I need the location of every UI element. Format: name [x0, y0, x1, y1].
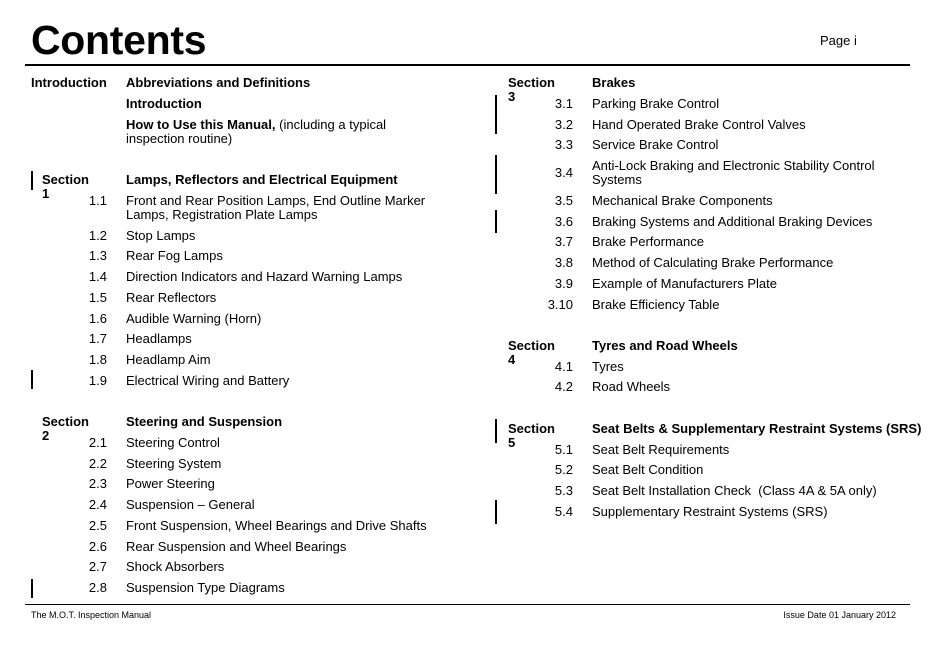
entry-text: Headlamps — [126, 331, 192, 346]
entry-number: 1.2 — [88, 228, 107, 243]
toc-entry-rest: (including a typical inspection routine) — [126, 117, 387, 146]
entry-text: Front and Rear Position Lamps, End Outline Marker Lamps, Registration Plate Lamps — [126, 193, 426, 222]
toc-entry-bold: How to Use this Manual, — [126, 117, 276, 132]
section-label: Section 1 — [42, 172, 89, 201]
change-bar — [31, 370, 33, 389]
entry-number: 1.5 — [88, 290, 107, 305]
change-bar — [495, 210, 497, 233]
entry-number: 1.6 — [88, 311, 107, 326]
section-title: Brakes — [592, 75, 636, 90]
entry-text: Anti-Lock Braking and Electronic Stability Control Systems — [592, 158, 875, 187]
entry-text: Method of Calculating Brake Performance — [592, 255, 834, 270]
entry-number: 1.4 — [88, 269, 107, 284]
entry-number: 5.3 — [554, 483, 573, 498]
section-label: Section 5 — [508, 421, 555, 450]
entry-number: 2.7 — [88, 559, 107, 574]
entry-number: 1.3 — [88, 248, 107, 263]
entry-text: Direction Indicators and Hazard Warning Lamps — [126, 269, 403, 284]
entry-number: 1.9 — [88, 373, 107, 388]
entry-text: Rear Suspension and Wheel Bearings — [126, 539, 347, 554]
entry-number: 3.5 — [554, 193, 573, 208]
entry-text: Braking Systems and Additional Braking Devices — [592, 214, 873, 229]
entry-text: Front Suspension, Wheel Bearings and Drive Shafts — [126, 518, 427, 533]
entry-text: Tyres — [592, 359, 624, 374]
change-bar — [495, 419, 497, 443]
entry-text: Brake Efficiency Table — [592, 297, 720, 312]
section-title: Steering and Suspension — [126, 414, 283, 429]
toc-entry-title — [126, 118, 446, 146]
entry-number: 3.9 — [554, 276, 573, 291]
entry-text: Service Brake Control — [592, 137, 719, 152]
entry-text: Suspension Type Diagrams — [126, 580, 285, 595]
footer-manual-title: The M.O.T. Inspection Manual — [31, 610, 152, 620]
page-title: Contents — [31, 17, 207, 63]
entry-number: 3.6 — [554, 214, 573, 229]
entry-text: Rear Reflectors — [126, 290, 217, 305]
entry-text: Parking Brake Control — [592, 96, 720, 111]
change-bar — [495, 95, 497, 134]
section-title: Lamps, Reflectors and Electrical Equipment — [126, 172, 398, 187]
entry-number: 3.4 — [554, 165, 573, 180]
entry-number: 3.7 — [554, 234, 573, 249]
entry-number: 3.10 — [547, 297, 573, 312]
page-number: Page i — [820, 33, 857, 48]
entry-text: Electrical Wiring and Battery — [126, 373, 290, 388]
entry-text: Steering System — [126, 456, 222, 471]
change-bar — [495, 500, 497, 524]
entry-number: 1.7 — [88, 331, 107, 346]
toc-entry-title: Abbreviations and Definitions — [126, 75, 311, 90]
entry-number: 1.1 — [88, 193, 107, 208]
entry-text: Example of Manufacturers Plate — [592, 276, 777, 291]
entry-number: 4.1 — [554, 359, 573, 374]
section-label: Section 2 — [42, 414, 89, 443]
entry-text: Mechanical Brake Components — [592, 193, 773, 208]
entry-number: 3.3 — [554, 137, 573, 152]
entry-text: Hand Operated Brake Control Valves — [592, 117, 806, 132]
entry-text: Suspension – General — [126, 497, 255, 512]
entry-number: 3.8 — [554, 255, 573, 270]
section-title: Seat Belts & Supplementary Restraint Systems (SRS) — [592, 421, 922, 436]
entry-text: Seat Belt Installation Check (Class 4A & 5A only) — [592, 483, 877, 498]
entry-number: 2.4 — [88, 497, 107, 512]
entry-number: 3.2 — [554, 117, 573, 132]
change-bar — [31, 171, 33, 190]
entry-number: 5.2 — [554, 462, 573, 477]
entry-text: Seat Belt Condition — [592, 462, 704, 477]
entry-text: Stop Lamps — [126, 228, 196, 243]
section-title: Tyres and Road Wheels — [592, 338, 738, 353]
section-label: Section 4 — [508, 338, 555, 367]
entry-number: 2.1 — [88, 435, 107, 450]
header-rule — [25, 64, 910, 66]
footer-rule — [25, 604, 910, 605]
entry-number: 5.4 — [554, 504, 573, 519]
change-bar — [495, 155, 497, 194]
entry-text: Brake Performance — [592, 234, 704, 249]
entry-text: Power Steering — [126, 476, 215, 491]
footer-issue-date: Issue Date 01 January 2012 — [783, 610, 896, 620]
entry-text: Seat Belt Requirements — [592, 442, 730, 457]
entry-text: Supplementary Restraint Systems (SRS) — [592, 504, 828, 519]
entry-text: Road Wheels — [592, 379, 671, 394]
intro-label: Introduction — [31, 75, 107, 90]
entry-number: 2.2 — [88, 456, 107, 471]
entry-number: 4.2 — [554, 379, 573, 394]
entry-number: 2.6 — [88, 539, 107, 554]
entry-text: Steering Control — [126, 435, 220, 450]
entry-text: Audible Warning (Horn) — [126, 311, 262, 326]
toc-entry-title: Introduction — [126, 96, 202, 111]
entry-text: Rear Fog Lamps — [126, 248, 223, 263]
entry-number: 5.1 — [554, 442, 573, 457]
entry-number: 2.8 — [88, 580, 107, 595]
change-bar — [31, 579, 33, 598]
entry-number: 2.3 — [88, 476, 107, 491]
entry-text: Shock Absorbers — [126, 559, 225, 574]
entry-number: 1.8 — [88, 352, 107, 367]
entry-number: 3.1 — [554, 96, 573, 111]
section-label: Section 3 — [508, 75, 555, 104]
entry-text: Headlamp Aim — [126, 352, 211, 367]
entry-number: 2.5 — [88, 518, 107, 533]
